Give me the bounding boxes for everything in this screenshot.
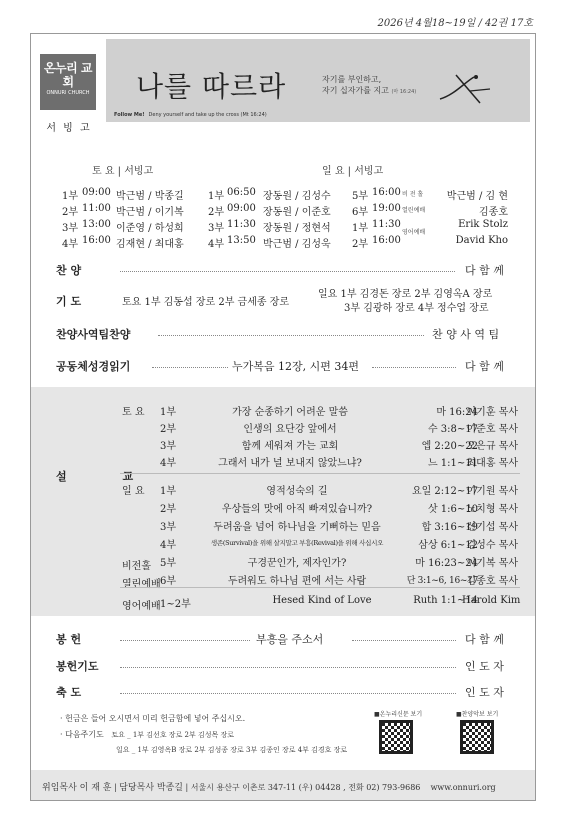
- sunday-service-time: 09:00: [227, 203, 256, 214]
- footer: 위임목사 이 재 훈 | 담당목사 박종길 | 서울시 용산구 이촌로 347-11 (우) 04428 , 전화 02) 793-9686 www.onnuri.org: [42, 783, 496, 793]
- notice-next-prayer: [60, 729, 234, 740]
- sermon-pastor: 이기복 목사: [466, 558, 518, 569]
- banner-subtitle: [322, 74, 416, 98]
- sunday-service-number: 2부: [208, 207, 225, 218]
- campus-label: 서 빙 고: [46, 123, 92, 134]
- sunday-service-people: Erik Stolz: [458, 219, 508, 230]
- offering-label: 봉 헌: [56, 633, 82, 646]
- prayer-saturday: 토요 1부 김동섭 장로 2부 금세종 장로: [122, 297, 290, 308]
- logo-korean: 온누리 교회: [43, 61, 93, 89]
- sunday-service-time: 19:00: [372, 203, 401, 214]
- sermon-scripture: 합 3:16~19: [421, 522, 478, 533]
- sermon-title: 두려움을 넘어 하나님을 기뻐하는 믿음: [213, 522, 381, 533]
- choir-dots: [158, 335, 424, 336]
- banner-subtitle-line1: 자기를 부인하고,: [322, 75, 382, 84]
- prayer-sunday-line1: 일요 1부 김경돈 장로 2부 김영옥A 장로: [318, 289, 493, 300]
- qr-score-label: ■찬양악보 보기: [456, 711, 499, 718]
- sunday-service-note: 영어예배: [402, 229, 426, 236]
- notice-next-prayer-sunday: 일요 _ 1부 김영옥B 장로 2부 김성종 장로 3부 김종인 장로 4부 김경호 장로: [116, 746, 348, 754]
- prayer-label: 기 도: [56, 295, 82, 308]
- hymn-value: 다 함 께: [465, 264, 504, 277]
- sunday-service-number: 1부: [352, 223, 369, 234]
- sermon-title: 두려워도 하나님 편에 서는 사람: [227, 576, 367, 587]
- sermon-service-note: 열린예배: [122, 579, 161, 590]
- offering-dots-right: [352, 640, 456, 641]
- sermon-service-number: 2부: [160, 424, 177, 435]
- sermon-scripture: 삼상 6:1~12: [418, 540, 478, 551]
- sermon-scripture: 수 3:8~17: [427, 424, 478, 435]
- sermon-title: 구경꾼인가, 제자인가?: [247, 558, 347, 569]
- sermon-separator-1: [120, 473, 520, 474]
- sermon-service-number: 4부: [160, 458, 177, 469]
- sermon-scripture: 엡 2:20~22: [421, 441, 478, 452]
- saturday-service-people: 이준영 / 하성희: [116, 223, 184, 234]
- prayer-sunday-line2: 3부 김광하 장로 4부 정수업 장로: [344, 303, 489, 314]
- qr-score-code[interactable]: [460, 720, 494, 754]
- sermon-pastor: 이기원 목사: [466, 486, 518, 497]
- sermon-service-number: 4부: [160, 540, 177, 551]
- sermon-scripture: 느 1:1~11: [427, 458, 478, 469]
- footer-senior-pastor: 위임목사 이 재 훈: [42, 783, 112, 793]
- offering-dots-left: [120, 640, 250, 641]
- sermon-title: 생존(Survival)을 위해 살지말고 부흥(Revival)을 위해 사십시오: [210, 539, 384, 547]
- sermon-pastor: 이준호 목사: [466, 424, 518, 435]
- sunday-service-people: 박근범 / 김 현: [446, 191, 508, 202]
- sermon-title: 우상들의 맛에 아직 빠져있습니까?: [221, 504, 373, 515]
- banner-subtitle-ref: (마 16:24): [391, 89, 417, 95]
- sermon-title: 함께 세워져 가는 교회: [241, 441, 339, 452]
- sermon-title: 그래서 내가 널 보내지 않았느냐?: [218, 458, 362, 469]
- notice-offering: · 헌금은 들어 오시면서 미리 헌금함에 넣어 주십시오.: [60, 714, 246, 723]
- sermon-english-ref: Ruth 1:1~14: [413, 595, 478, 606]
- saturday-service-number: 1부: [62, 191, 79, 202]
- saturday-service-number: 4부: [62, 239, 79, 250]
- sermon-title: 가장 순종하기 어려운 말씀: [232, 407, 348, 418]
- sermon-service-number: 2부: [160, 504, 177, 515]
- blessing-label: 축 도: [56, 686, 82, 699]
- sermon-scripture: 마 16:23~24: [415, 558, 478, 569]
- sunday-service-number: 3부: [208, 223, 225, 234]
- saturday-service-people: 박근범 / 박종길: [116, 191, 184, 202]
- qr-news-label: ■온누리신문 보기: [374, 711, 423, 718]
- blessing-value: 인 도 자: [465, 686, 504, 699]
- saturday-service-people: 박근범 / 이기복: [116, 207, 184, 218]
- offering-text: 부흥을 주소서: [256, 633, 324, 646]
- hymn-dots: [120, 271, 455, 272]
- blessing-dots: [120, 693, 456, 694]
- offering-value: 다 함 께: [465, 633, 504, 646]
- saturday-service-time: 13:00: [82, 219, 111, 230]
- banner-english-text: Deny yourself and take up the cross (Mt 16:24): [148, 112, 267, 118]
- sunday-service-people: 장동원 / 이준호: [263, 207, 331, 218]
- sermon-service-number: 3부: [160, 522, 177, 533]
- saturday-service-time: 09:00: [82, 187, 111, 198]
- footer-address: 서울시 용산구 이촌로 347-11 (우) 04428 , 전화 02) 793-9686: [190, 783, 421, 792]
- sermon-scripture: 삿 1:6~10: [427, 504, 478, 515]
- sermon-pastor: 노치형 목사: [466, 504, 518, 515]
- sermon-pastor: 오은규 목사: [466, 441, 518, 452]
- banner-subtitle-line2: 자기 십자가를 지고: [322, 86, 389, 95]
- sunday-service-note: 비 전 홀: [402, 191, 424, 198]
- qr-news-code[interactable]: [379, 720, 413, 754]
- sermon-service-number: 6부: [160, 576, 177, 587]
- sermon-service-number: 5부: [160, 558, 177, 569]
- offering-prayer-value: 인 도 자: [465, 660, 504, 673]
- offering-prayer-label: 봉헌기도: [56, 660, 99, 673]
- sermon-service-number: 3부: [160, 441, 177, 452]
- church-logo: [40, 54, 96, 110]
- sunday-service-number: 2부: [352, 239, 369, 250]
- sunday-service-number: 6부: [352, 207, 369, 218]
- cross-figure-icon: [436, 69, 496, 109]
- sunday-service-people: David Kho: [455, 235, 508, 246]
- sunday-service-number: 5부: [352, 191, 369, 202]
- sunday-service-time: 06:50: [227, 187, 256, 198]
- notice-next-prayer-label: · 다음주기도: [60, 730, 104, 739]
- offering-prayer-dots: [120, 667, 456, 668]
- sermon-scripture: 마 16:24: [436, 407, 478, 418]
- sunday-service-time: 13:50: [227, 235, 256, 246]
- notice-next-prayer-saturday: 토요 _ 1부 김선호 장로 2부 김성목 장로: [111, 731, 235, 739]
- sermon-english-service: 1~2부: [160, 599, 191, 610]
- sermon-pastor: 김종호 목사: [466, 576, 518, 587]
- sunday-service-time: 16:00: [372, 187, 401, 198]
- sunday-service-people: 장동원 / 김성수: [263, 191, 331, 202]
- sunday-service-time: 11:30: [227, 219, 256, 230]
- sermon-pastor: 이기훈 목사: [466, 407, 518, 418]
- sermon-sunday-day: 일 요: [122, 486, 145, 497]
- sunday-service-number: 1부: [208, 191, 225, 202]
- sermon-english-pastor: Harold Kim: [462, 595, 521, 606]
- sunday-service-people: 장동원 / 정현석: [263, 223, 331, 234]
- sermon-separator-2: [120, 587, 520, 588]
- banner-english: [114, 112, 267, 118]
- sermon-service-number: 1부: [160, 486, 177, 497]
- banner-english-bold: Follow Me!: [114, 112, 145, 118]
- reading-text: 누가복음 12장, 시편 34편: [232, 360, 359, 373]
- hymn-label: 찬 양: [56, 264, 82, 277]
- sermon-pastor: 신기섭 목사: [466, 522, 518, 533]
- logo-english: ONNURI CHURCH: [46, 90, 90, 96]
- sermon-pastor: 김성수 목사: [466, 540, 518, 551]
- sermon-service-number: 1부: [160, 407, 177, 418]
- banner-title: 나를 따르라: [136, 70, 287, 103]
- sunday-service-time: 16:00: [372, 235, 401, 246]
- sunday-service-time: 11:30: [372, 219, 401, 230]
- footer-website: www.onnuri.org: [430, 783, 496, 792]
- sermon-english-title: Hesed Kind of Love: [272, 595, 372, 606]
- sermon-scripture: 요일 2:12~17: [411, 486, 478, 497]
- reading-label: 공동체성경읽기: [56, 360, 131, 373]
- reading-dots-left: [152, 367, 228, 368]
- sermon-pastor: 최대홍 목사: [466, 458, 518, 469]
- sermon-title: 영적성숙의 길: [266, 486, 328, 497]
- saturday-service-number: 2부: [62, 207, 79, 218]
- sunday-service-note: 열린예배: [402, 207, 426, 214]
- sunday-schedule-header: 일 요 | 서빙고: [322, 166, 384, 177]
- sunday-service-people: 김종호: [479, 207, 508, 218]
- issue-date: 2026년 4월18~19일 / 42권 17호: [377, 18, 533, 29]
- sermon-label: 설 교: [56, 470, 160, 483]
- theme-banner: [106, 39, 530, 122]
- saturday-service-people: 김재현 / 최대홍: [116, 239, 184, 250]
- sunday-service-people: 박근범 / 김성욱: [263, 239, 331, 250]
- choir-value: 찬 양 사 역 팀: [432, 328, 500, 341]
- sermon-english-note: 영어예배: [122, 601, 161, 612]
- sermon-saturday-day: 토 요: [122, 407, 145, 418]
- sunday-service-number: 4부: [208, 239, 225, 250]
- saturday-service-time: 16:00: [82, 235, 111, 246]
- reading-dots-right: [372, 367, 456, 368]
- saturday-service-time: 11:00: [82, 203, 111, 214]
- saturday-service-number: 3부: [62, 223, 79, 234]
- choir-label: 찬양사역팀찬양: [56, 328, 131, 341]
- sermon-scripture: 단 3:1~6, 16~17: [406, 576, 478, 586]
- reading-value: 다 함 께: [465, 360, 504, 373]
- sermon-service-note: 비전홀: [122, 561, 151, 572]
- sermon-title: 인생의 요단강 앞에서: [243, 424, 337, 435]
- footer-campus-pastor: 담당목사 박종길: [119, 783, 183, 793]
- saturday-schedule-header: 토 요 | 서빙고: [92, 166, 154, 177]
